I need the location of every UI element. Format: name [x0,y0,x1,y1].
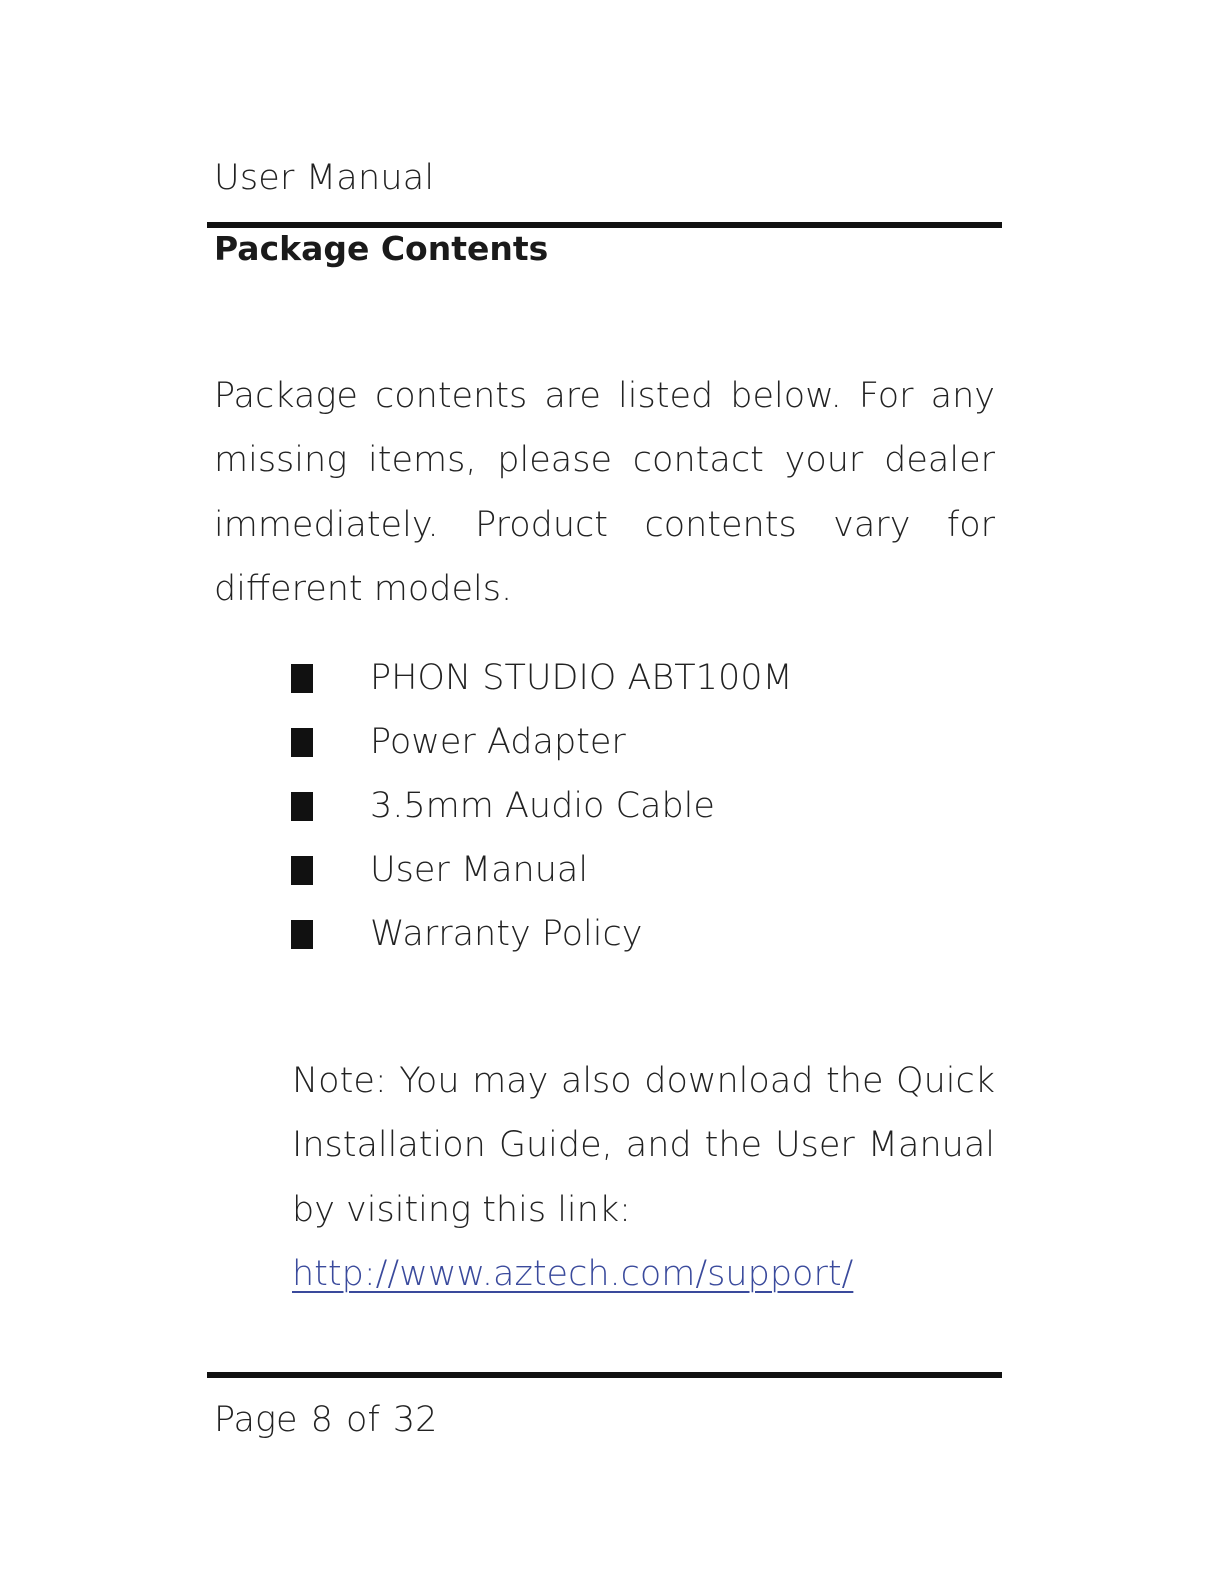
square-bullet-icon [291,920,313,949]
page-number: Page 8 of 32 [214,1400,438,1440]
list-item [291,838,793,902]
square-bullet-icon [291,856,313,885]
list-item-label: User Manual [370,850,589,890]
section-heading: Package Contents [214,229,549,268]
square-bullet-icon [291,728,313,757]
list-item [291,902,793,966]
list-item-label: PHON STUDIO ABT100M [370,658,793,698]
list-item [291,710,793,774]
square-bullet-icon [291,792,313,821]
list-item [291,774,793,838]
list-item-label: Warranty Policy [370,914,643,954]
support-link[interactable]: http://www.aztech.com/support/ [292,1254,854,1295]
intro-paragraph: Package contents are listed below. For any missing items, please contact your dealer immediately. Product contents vary for different models. [214,376,995,610]
list-item [291,646,793,710]
note-text: Note: You may also download the Quick Installation Guide, and the User Manual by visiting this link: [292,1061,995,1230]
list-item-label: Power Adapter [370,722,626,762]
list-item-label: 3.5mm Audio Cable [370,786,715,826]
square-bullet-icon [291,664,313,693]
document-header-title: User Manual [214,158,435,198]
footer-divider [207,1372,1002,1378]
note-block [292,1049,995,1307]
header-divider [207,222,1002,228]
package-contents-list [291,646,793,966]
